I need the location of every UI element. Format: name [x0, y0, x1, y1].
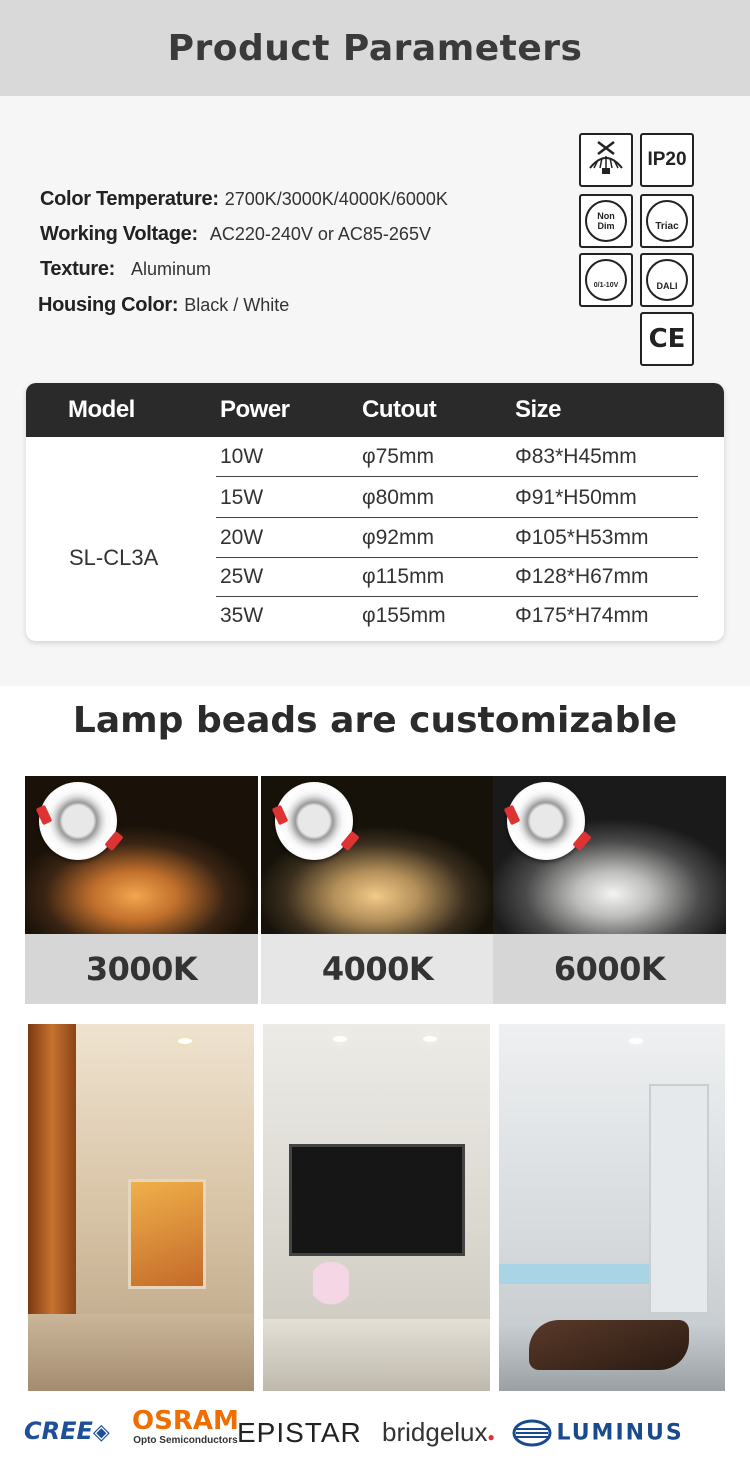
power-cell: 25W: [220, 565, 264, 588]
epistar-logo: EPISTAR: [237, 1417, 362, 1448]
floor-image: [263, 1319, 490, 1391]
spec-value: AC220-240V or AC85-265V: [209, 224, 431, 244]
model-cell: SL-CL3A: [69, 545, 159, 570]
column-header-size: Size: [515, 396, 562, 423]
lounge-chair-image: [529, 1320, 689, 1370]
power-cell: 20W: [220, 526, 264, 549]
downlight-spot: [178, 1038, 192, 1044]
giraffe-painting-image: [128, 1179, 206, 1289]
table-row: [216, 518, 698, 558]
customization-title: Lamp beads are customizable: [72, 700, 678, 741]
tv-image: [289, 1144, 465, 1256]
spec-working-voltage: [40, 223, 431, 246]
zero-ten-volt-badge: [579, 253, 633, 307]
temp-label-6000k: 6000K: [493, 934, 726, 1004]
cutout-cell: φ155mm: [362, 604, 446, 627]
power-cell: 35W: [220, 604, 264, 627]
table-row: [216, 557, 698, 597]
beam-photo-3000k: [25, 776, 258, 934]
luminus-logo: LUMINUS: [512, 1413, 684, 1453]
table-row: [216, 478, 698, 518]
spec-color-temperature: [40, 188, 448, 211]
non-dim-badge: [579, 194, 633, 248]
chip-brand-logos: [0, 1405, 750, 1465]
no-cover-insulation-icon: [579, 133, 633, 187]
power-cell: 15W: [220, 486, 264, 509]
beam-photo-6000k: [493, 776, 726, 934]
temp-label-4000k: 4000K: [261, 934, 494, 1004]
spec-value: Aluminum: [131, 259, 212, 279]
header-bar: [0, 0, 750, 96]
triac-badge: [640, 194, 694, 248]
ce-mark-badge: [640, 312, 694, 366]
spec-texture: [40, 258, 211, 281]
beam-photo-4000k: [261, 776, 494, 934]
spec-label: Working Voltage:: [40, 223, 198, 245]
table-header: [26, 383, 724, 437]
zero-ten-dimmer-icon: 0/1-10V: [585, 259, 627, 301]
spec-label: Color Temperature:: [40, 188, 219, 210]
size-cell: Φ91*H50mm: [515, 486, 637, 509]
cree-logo: CREE◈: [24, 1417, 110, 1445]
size-cell: Φ83*H45mm: [515, 445, 637, 468]
room-photo-warm: [28, 1024, 254, 1391]
floor-image: [28, 1314, 254, 1391]
spec-label: Texture:: [40, 258, 116, 280]
door-image: [649, 1084, 709, 1314]
model-table: [26, 383, 724, 641]
temp-label-3000k: 3000K: [25, 934, 258, 1004]
cutout-cell: φ92mm: [362, 526, 434, 549]
table-row: [216, 596, 698, 636]
spec-housing-color: [38, 294, 289, 317]
size-cell: Φ105*H53mm: [515, 526, 649, 549]
room-photo-cool: [499, 1024, 725, 1391]
downlight-spot: [333, 1036, 347, 1042]
triac-dimmer-icon: Triac: [646, 200, 688, 242]
column-header-cutout: Cutout: [362, 396, 437, 423]
ip20-badge: IP20: [640, 133, 694, 187]
dali-dimmer-icon: DALI: [646, 259, 688, 301]
spec-value: Black / White: [184, 295, 290, 315]
cutout-cell: φ75mm: [362, 445, 434, 468]
page-title: Product Parameters: [167, 27, 583, 69]
cutout-cell: φ80mm: [362, 486, 434, 509]
ce-mark-icon: CE: [648, 324, 686, 354]
luminus-mark-icon: [512, 1413, 552, 1453]
column-header-model: Model: [68, 396, 135, 423]
spec-label: Housing Color:: [38, 294, 179, 316]
size-cell: Φ128*H67mm: [515, 565, 649, 588]
room-photo-neutral: [263, 1024, 490, 1391]
flowers-image: [313, 1262, 349, 1332]
cutout-cell: φ115mm: [362, 565, 445, 588]
bridgelux-logo: bridgelux●: [382, 1417, 495, 1447]
downlight-spot: [629, 1038, 643, 1044]
shelf-light-image: [499, 1264, 649, 1284]
column-header-power: Power: [220, 396, 290, 423]
power-cell: 10W: [220, 445, 264, 468]
size-cell: Φ175*H74mm: [515, 604, 649, 627]
dali-badge: [640, 253, 694, 307]
downlight-spot: [423, 1036, 437, 1042]
non-dim-icon: Non Dim: [585, 200, 627, 242]
table-row: [216, 437, 698, 477]
osram-logo: OSRAM Opto Semiconductors: [132, 1406, 239, 1446]
spec-value: 2700K/3000K/4000K/6000K: [224, 189, 448, 209]
